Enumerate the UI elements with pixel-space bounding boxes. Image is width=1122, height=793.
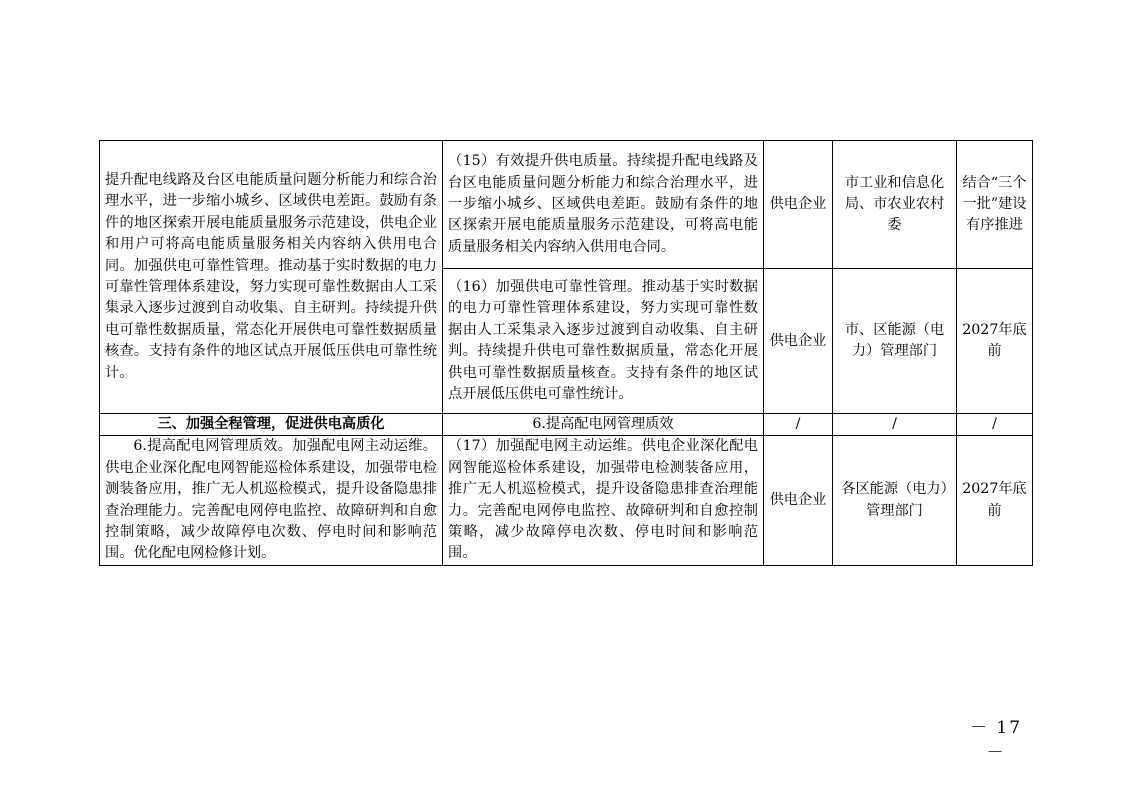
deadline-cell: 结合“三个一批”建设有序推进 — [957, 141, 1033, 269]
policy-text-block: 提升配电线路及台区电能质量问题分析能力和综合治理水平，进一步缩小城乡、区域供电差距。鼓励有条件的地区探索开展电能质量服务示范建设，供电企业和用户可将高电能质量服务相关内容纳入供用电合同。加强供电可靠性管理。推动基于实时数据的电力可靠性管理体系建设，努力实现可靠性数据由人工采集录入逐步过渡到自动收集、自主研判。持续提升供电可靠性数据质量，常态化开展供电可靠性数据质量核查。支持有条件的地区试点开展低压供电可靠性统计。 — [100, 141, 443, 414]
policy-text-block: 6.提高配电网管理质效。加强配电网主动运维。供电企业深化配电网智能巡检体系建设，加强带电检测装备应用，推广无人机巡检模式，提升设备隐患排查治理能力。完善配电网停电监控、故障研判和自愈控制策略，减少故障停电次数、停电时间和影响范围。优化配电网检修计划。 — [100, 436, 443, 565]
lead-unit-cell: 供电企业 — [764, 436, 833, 565]
responsible-dept-cell: 市、区能源（电力）管理部门 — [833, 269, 957, 414]
section-heading: 三、加强全程管理，促进供电高质化 — [100, 414, 443, 436]
subheading-cell: 6.提高配电网管理质效 — [443, 414, 764, 436]
task-cell: （17）加强配电网主动运维。供电企业深化配电网智能巡检体系建设，加强带电检测装备应用，推广无人机巡检模式，提升设备隐患排查治理能力。完善配电网停电监控、故障研判和自愈控制策略，减少故障停电次数、停电时间和影响范围。 — [443, 436, 764, 565]
deadline-cell: / — [957, 414, 1033, 436]
task-cell: （16）加强供电可靠性管理。推动基于实时数据的电力可靠性管理体系建设，努力实现可靠性数据由人工采集录入逐步过渡到自动收集、自主研判。持续提升供电可靠性数据质量，常态化开展供电可靠性数据质量核查。支持有条件的地区试点开展低压供电可靠性统计。 — [443, 269, 764, 414]
lead-unit-cell: 供电企业 — [764, 269, 833, 414]
task-cell: （15）有效提升供电质量。持续提升配电线路及台区电能质量问题分析能力和综合治理水平，进一步缩小城乡、区域供电差距。鼓励有条件的地区探索开展电能质量服务示范建设，可将高电能质量服务相关内容纳入供用电合同。 — [443, 141, 764, 269]
page-number: － 17 － — [969, 718, 1023, 763]
lead-unit-cell: 供电企业 — [764, 141, 833, 269]
table-row — [100, 414, 1033, 436]
policy-task-table — [99, 140, 1033, 566]
deadline-cell: 2027年底前 — [957, 269, 1033, 414]
table-row — [100, 141, 1033, 269]
lead-unit-cell: / — [764, 414, 833, 436]
responsible-dept-cell: / — [833, 414, 957, 436]
table-row — [100, 436, 1033, 565]
responsible-dept-cell: 市工业和信息化局、市农业农村委 — [833, 141, 957, 269]
deadline-cell: 2027年底前 — [957, 436, 1033, 565]
responsible-dept-cell: 各区能源（电力）管理部门 — [833, 436, 957, 565]
